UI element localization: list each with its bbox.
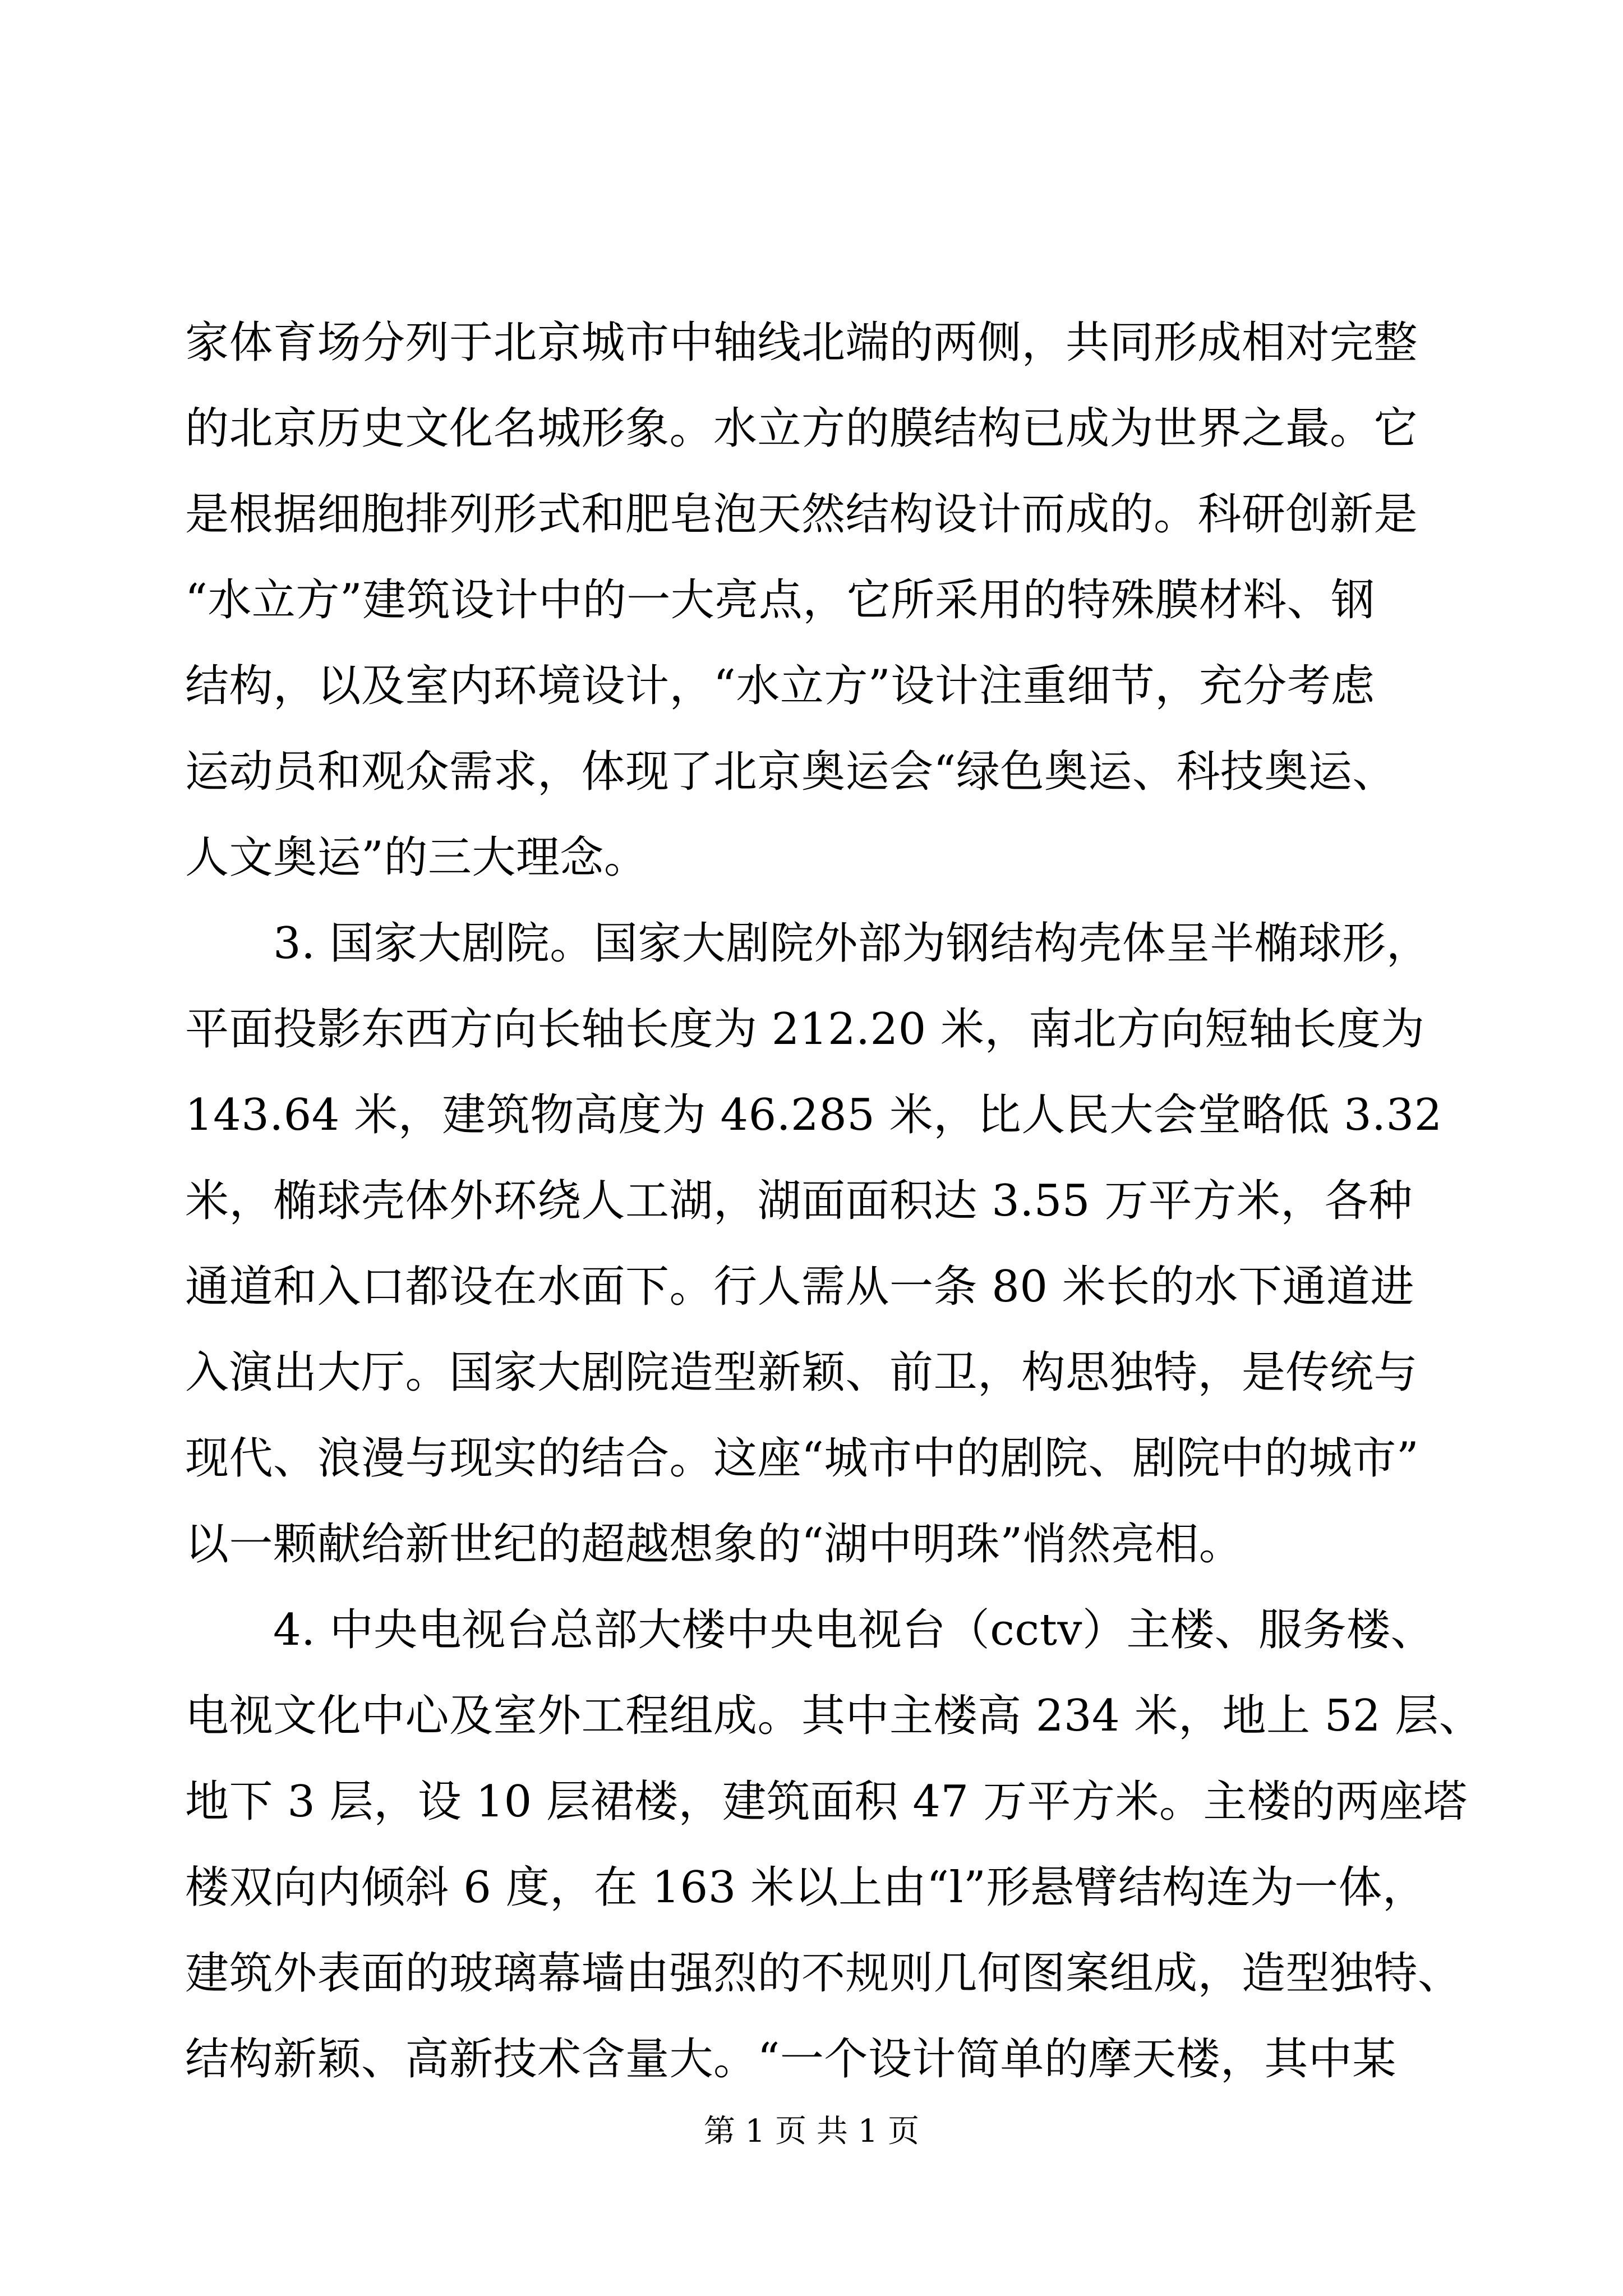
text-line: 是根据细胞排列形式和肥皂泡天然结构设计而成的。科研创新是 [185,489,1418,540]
text-line: 建筑外表面的玻璃幕墙由强烈的不规则几何图案组成，造型独特、 [185,1948,1462,1999]
text-line: 家体育场分列于北京城市中轴线北端的两侧，共同形成相对完整 [185,318,1418,368]
page-footer: 第 1 页 共 1 页 [703,2113,920,2150]
text-line: 人文奥运”的三大理念。 [185,832,648,883]
text-line: 结构，以及室内环境设计，“水立方”设计注重细节，充分考虑 [185,661,1375,711]
text-line: 地下 3 层，设 10 层裙楼，建筑面积 47 万平方米。主楼的两座塔 [185,1777,1468,1827]
text-line: “水立方”建筑设计中的一大亮点，它所采用的特殊膜材料、钢 [185,575,1375,625]
text-line: 4. 中央电视台总部大楼中央电视台（cctv）主楼、服务楼、 [185,1605,1435,1655]
text-line: 运动员和观众需求，体现了北京奥运会“绿色奥运、科技奥运、 [185,747,1396,797]
text-line: 入演出大厅。国家大剧院造型新颖、前卫，构思独特，是传统与 [185,1347,1418,1398]
body-text [185,300,1483,2102]
text-line: 结构新颖、高新技术含量大。“一个设计简单的摩天楼，其中某 [185,2034,1396,2085]
text-line: 以一颗献给新世纪的超越想象的“湖中明珠”悄然亮相。 [185,1519,1243,1570]
text-line: 楼双向内倾斜 6 度，在 163 米以上由“l”形悬臂结构连为一体， [185,1862,1427,1913]
text-line: 米，椭球壳体外环绕人工湖，湖面面积达 3.55 万平方米，各种 [185,1176,1413,1226]
text-line: 平面投影东西方向长轴长度为 212.20 米，南北方向短轴长度为 [185,1004,1425,1055]
text-line: 143.64 米，建筑物高度为 46.285 米，比人民大会堂略低 3.32 [185,1090,1442,1140]
text-line: 的北京历史文化名城形象。水立方的膜结构已成为世界之最。它 [185,403,1418,454]
text-line: 3. 国家大剧院。国家大剧院外部为钢结构壳体呈半椭球形， [185,918,1431,969]
text-line: 电视文化中心及室外工程组成。其中主楼高 234 米，地上 52 层、 [185,1691,1483,1741]
text-line: 通道和入口都设在水面下。行人需从一条 80 米长的水下通道进 [185,1262,1414,1312]
text-line: 现代、浪漫与现实的结合。这座“城市中的剧院、剧院中的城市” [185,1433,1419,1484]
